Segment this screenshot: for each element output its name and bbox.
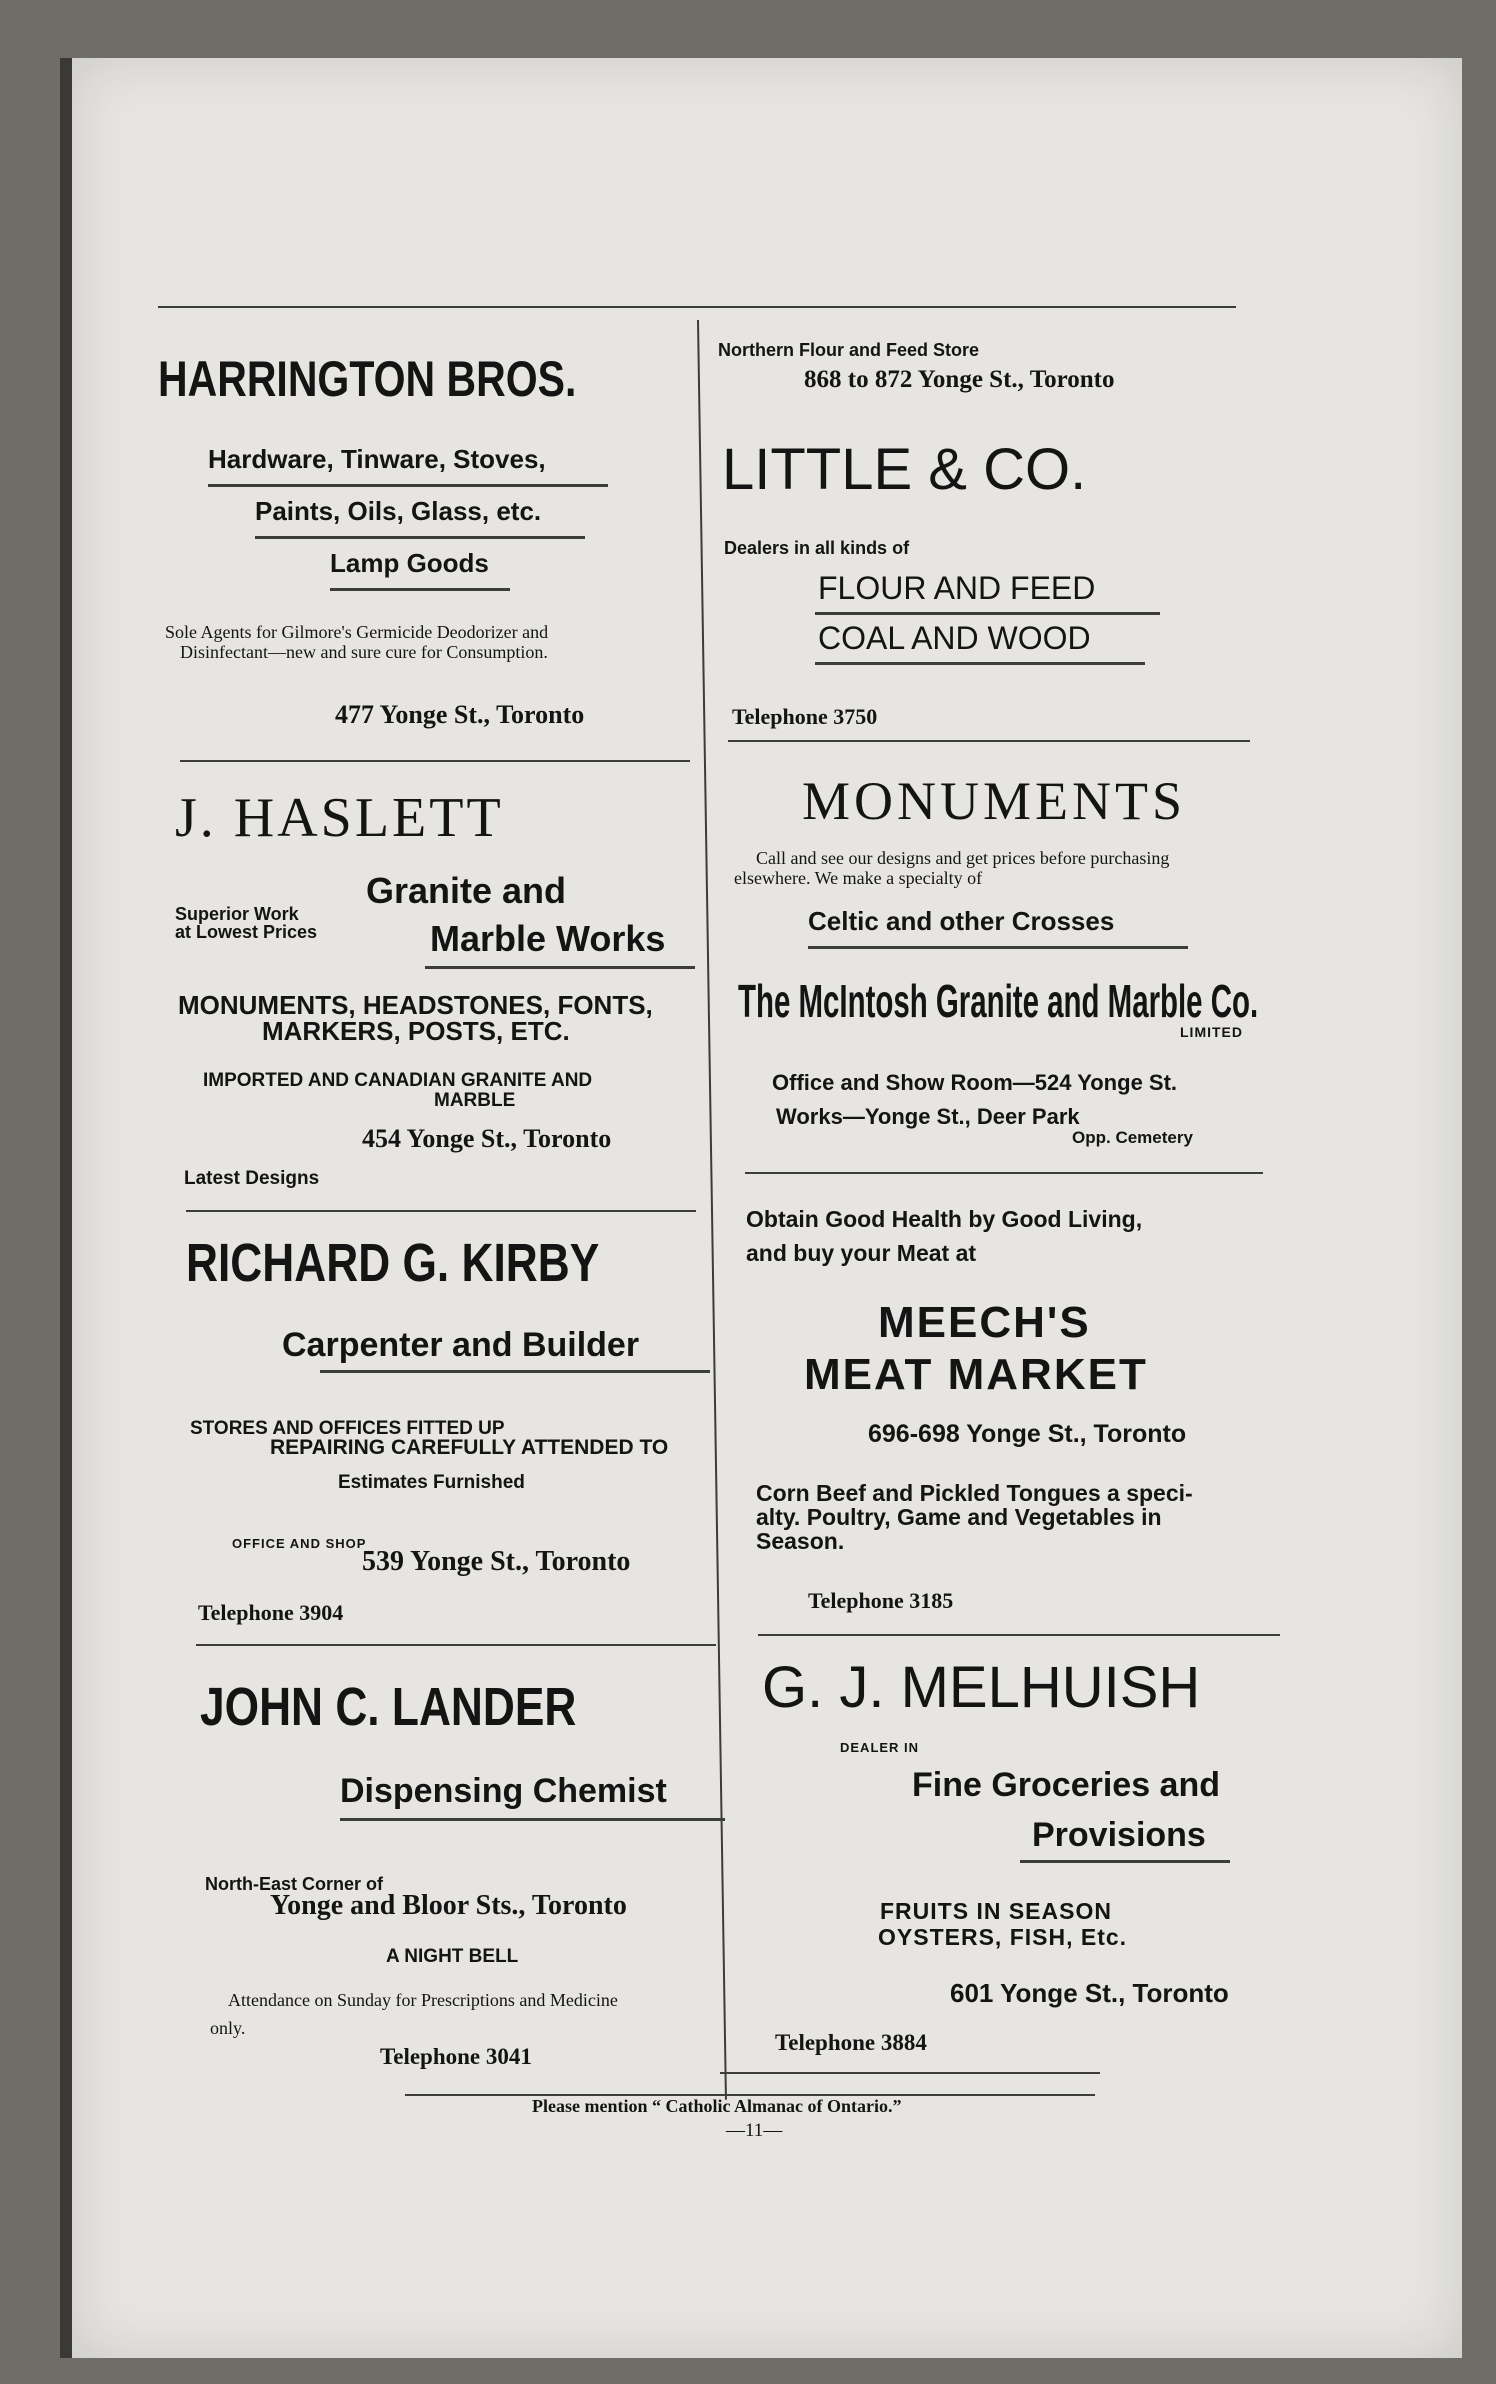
harrington-agents1: Sole Agents for Gilmore's Germicide Deodorizer and bbox=[165, 622, 549, 642]
rule-kirby bbox=[196, 1644, 716, 1646]
haslett-underline bbox=[425, 966, 695, 969]
lander-corner: North-East Corner of bbox=[205, 1874, 384, 1894]
melhuish-fruits: FRUITS IN SEASON bbox=[880, 1898, 1112, 1924]
little-line1: FLOUR AND FEED bbox=[818, 570, 1096, 606]
harrington-underline1 bbox=[208, 484, 608, 487]
lander-address: Yonge and Bloor Sts., Toronto bbox=[270, 1890, 627, 1921]
harrington-agents2: Disinfectant—new and sure cure for Consumption. bbox=[180, 642, 548, 662]
little-telephone: Telephone 3750 bbox=[732, 704, 878, 729]
lander-attend1: Attendance on Sunday for Prescriptions and Medicine bbox=[228, 1990, 618, 2010]
monuments-limited: LIMITED bbox=[1180, 1024, 1243, 1040]
haslett-imported2: MARBLE bbox=[434, 1090, 516, 1111]
kirby-stores: STORES AND OFFICES FITTED UP bbox=[190, 1418, 505, 1439]
lander-trade: Dispensing Chemist bbox=[340, 1772, 667, 1810]
top-rule bbox=[158, 306, 1236, 308]
rule-haslett bbox=[186, 1210, 696, 1212]
rule-harrington bbox=[180, 760, 690, 762]
footer-mention: Please mention “ Catholic Almanac of Ontario.” bbox=[532, 2096, 902, 2116]
kirby-office-label: OFFICE AND SHOP bbox=[232, 1536, 367, 1551]
rule-monuments bbox=[745, 1172, 1263, 1174]
harrington-name: HARRINGTON BROS. bbox=[158, 351, 577, 407]
melhuish-dealer: DEALER IN bbox=[840, 1740, 920, 1755]
monuments-company: The McIntosh Granite and Marble Co. bbox=[738, 975, 1259, 1027]
haslett-imported1: IMPORTED AND CANADIAN GRANITE AND bbox=[203, 1070, 593, 1091]
monuments-call1: Call and see our designs and get prices before purchasing bbox=[756, 848, 1170, 868]
meech-name1: MEECH'S bbox=[878, 1298, 1091, 1347]
monuments-office: Office and Show Room—524 Yonge St. bbox=[772, 1070, 1178, 1095]
melhuish-oysters: OYSTERS, FISH, Etc. bbox=[878, 1924, 1128, 1950]
harrington-line3: Lamp Goods bbox=[330, 548, 489, 578]
little-underline1 bbox=[815, 612, 1160, 615]
kirby-telephone: Telephone 3904 bbox=[198, 1600, 344, 1625]
melhuish-trade2: Provisions bbox=[1032, 1816, 1206, 1854]
little-pre: Northern Flour and Feed Store bbox=[718, 340, 980, 360]
haslett-works2: Marble Works bbox=[430, 918, 666, 959]
harrington-line1: Hardware, Tinware, Stoves, bbox=[208, 444, 546, 474]
meech-spec3: Season. bbox=[756, 1528, 845, 1554]
rule-little bbox=[728, 740, 1250, 742]
meech-intro2: and buy your Meat at bbox=[746, 1240, 977, 1266]
kirby-underline bbox=[320, 1370, 710, 1373]
rule-melhuish-bottom bbox=[720, 2072, 1100, 2074]
monuments-title: MONUMENTS bbox=[802, 771, 1187, 831]
harrington-underline3 bbox=[330, 588, 510, 591]
melhuish-telephone: Telephone 3884 bbox=[775, 2030, 927, 2055]
kirby-trade: Carpenter and Builder bbox=[282, 1326, 640, 1364]
melhuish-trade1: Fine Groceries and bbox=[912, 1766, 1220, 1804]
melhuish-underline bbox=[1020, 1860, 1230, 1863]
lander-underline bbox=[340, 1818, 725, 1821]
melhuish-name: G. J. MELHUISH bbox=[762, 1655, 1201, 1720]
monuments-works: Works—Yonge St., Deer Park bbox=[776, 1104, 1080, 1129]
harrington-line2: Paints, Oils, Glass, etc. bbox=[255, 496, 542, 526]
meech-intro1: Obtain Good Health by Good Living, bbox=[746, 1206, 1143, 1232]
kirby-address: 539 Yonge St., Toronto bbox=[362, 1546, 631, 1577]
melhuish-address: 601 Yonge St., Toronto bbox=[950, 1978, 1229, 2008]
haslett-side2: at Lowest Prices bbox=[175, 922, 318, 942]
monuments-opp: Opp. Cemetery bbox=[1072, 1128, 1193, 1147]
little-name: LITTLE & CO. bbox=[722, 437, 1087, 502]
haslett-items2: MARKERS, POSTS, ETC. bbox=[262, 1016, 570, 1046]
little-underline2 bbox=[815, 662, 1145, 665]
little-line2: COAL AND WOOD bbox=[818, 620, 1091, 656]
little-dealers: Dealers in all kinds of bbox=[724, 538, 910, 558]
little-pre-address: 868 to 872 Yonge St., Toronto bbox=[804, 366, 1115, 393]
meech-name2: MEAT MARKET bbox=[804, 1350, 1148, 1399]
lander-telephone: Telephone 3041 bbox=[380, 2044, 532, 2069]
haslett-address: 454 Yonge St., Toronto bbox=[362, 1124, 612, 1153]
monuments-call2: elsewhere. We make a specialty of bbox=[734, 868, 983, 888]
lander-attend2: only. bbox=[210, 2018, 246, 2038]
haslett-side: Superior Work bbox=[175, 904, 299, 924]
footer-page-number: —11— bbox=[726, 2120, 783, 2141]
meech-spec1: Corn Beef and Pickled Tongues a speci- bbox=[756, 1480, 1193, 1506]
kirby-name: RICHARD G. KIRBY bbox=[186, 1233, 600, 1293]
haslett-items1: MONUMENTS, HEADSTONES, FONTS, bbox=[178, 990, 653, 1020]
haslett-name: J. HASLETT bbox=[175, 787, 504, 849]
meech-spec2: alty. Poultry, Game and Vegetables in bbox=[756, 1504, 1162, 1530]
harrington-address: 477 Yonge St., Toronto bbox=[335, 700, 585, 729]
rule-meech bbox=[758, 1634, 1280, 1636]
lander-bell: A NIGHT BELL bbox=[386, 1946, 519, 1967]
harrington-underline2 bbox=[255, 536, 585, 539]
haslett-works1: Granite and bbox=[366, 870, 567, 911]
monuments-crosses: Celtic and other Crosses bbox=[808, 906, 1115, 936]
kirby-estimates: Estimates Furnished bbox=[338, 1472, 525, 1493]
monuments-underline bbox=[808, 946, 1188, 949]
meech-telephone: Telephone 3185 bbox=[808, 1588, 954, 1613]
meech-address: 696-698 Yonge St., Toronto bbox=[868, 1420, 1187, 1448]
haslett-footer: Latest Designs bbox=[184, 1168, 320, 1189]
lander-name: JOHN C. LANDER bbox=[200, 1677, 577, 1737]
kirby-repair: REPAIRING CAREFULLY ATTENDED TO bbox=[270, 1436, 669, 1459]
